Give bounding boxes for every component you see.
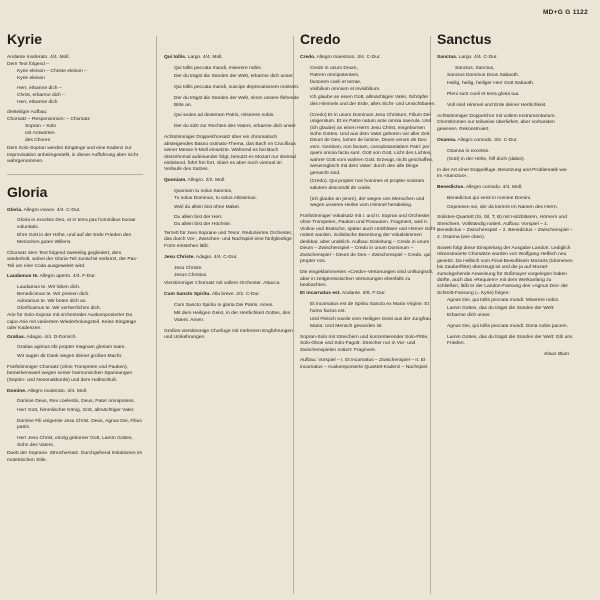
movement-title: Credo. [300,55,316,60]
movement-title: Jesu Christe. [164,254,195,260]
text-paragraph: Kyrie eleison [17,75,45,81]
text-paragraph: Achtstimmiger Doppelchorsatz über ein chromatisch absteigendes Basso ostinato-Thema, das Bach im Crucifixus seiner Messe h-Moll einsetzte. Während es bei Bach dreizehnmal aufeinander folgt, benutzt es Mozart nur dreimal einleitend, führt frei fort, zitiert es aber noch viermal im Verlaufe des Satzes. [164,135,296,173]
text-paragraph: Herr Jesu Christ, einzig geborner Gott, Lamm Gottes, Sohn des Vaters. [17,436,133,448]
text-paragraph: Jesu Christe. [174,265,203,271]
author-signature: Klaus Blum [544,351,569,357]
text-paragraph: Benedictus qui venit in nomine Domini. [447,196,532,202]
movement-title: Gratias. [7,334,26,340]
movement-title: Et incarnatus est. [300,291,341,297]
text-paragraph: Weil du allein bist ohne Makel. [174,204,240,210]
text-paragraph: Tu solus Dominus, tu solus Altissimus. [174,196,257,202]
heading-kyrie: Kyrie [7,31,43,47]
text-paragraph: Sanctus Dominus Deus Sabaoth. [447,72,520,78]
text-paragraph: factorem coeli et terrae, [310,79,362,85]
text-paragraph: Domine Deus, Rex coelestis, Deus, Pater omnipotens. [17,399,135,405]
text-paragraph: Der du trägst die Sünden der Welt, erbarme dich unser. [174,74,294,80]
text-paragraph: Benedictus. Allegro comodo. 4/4. Moll. [437,185,523,191]
text-paragraph: (Credo) Et in unum Dominum Jesu Christum, Filium Dei unigenitum. Et ex Patre natum ante omnia saecula. Und (ich glaube) an einen Herrn Jesu Christ, eingebornen Sohn Gottes. Und aus dem Vater geboren vor aller Zeit. Deum de Deo, lumen de lumine, Deum verum de Deo vero. Genitum, non factum, consubstantialem Patri: per quem omnia facta sunt. Gott von Gott, Licht des Lichtes, wahrer Gott vom wahren Gott. Erzeugt, nicht geschaffen, wesensgleich mit dem Vater: durch den alle Dinge gemacht sind. [310,112,434,176]
text-paragraph: Achtstimmiger Doppelchor mit vollem Instrumentarium. Chorstimmen nur teilweise überliefert, aber vorhanden gewesen. Rekonstruiert. [437,113,556,132]
text-paragraph: Herr Gott, himmlischer König, Gott, allmächtiger Vater. [17,407,135,413]
text-paragraph: Agnus Dei, qui tollis peccata mundi: Miserere nobis. [447,297,560,303]
text-paragraph: Aufbau: Vorspiel – I. Et incarnatus – Zwischenspiel – II. Et incarnatus – Auskomponierte Quartett-Kadenz – Nachspiel. [300,358,429,370]
text-paragraph: Sopran-Solo mit Streichern und konzertierender Solo-Flöte, Solo-Oboe und Solo-Fagott. Streicher nur in Vor- und Zwischenspielen notiert: Fragment. [300,334,429,353]
text-paragraph: Herr, erbarme dich [17,99,58,105]
text-paragraph: Pleni sunt coeli et terra gloria tua. [447,92,520,98]
text-paragraph: Benedicimus te. Wir preisen dich. [17,292,90,298]
text-paragraph: Lamm Gottes, das du trägst die Sünden der Welt: Gib uns Frieden. [447,334,573,347]
text-paragraph: Und Fleisch wurde vom Heiligen Geist aus der Jungfrau Maria: Und Mensch geworden ist. [310,317,431,329]
text-paragraph: Mit dem Heiligen Geist, in der Herrlichkeit Gottes, des Vaters. Amen. [174,311,291,323]
text-paragraph: Et incarnatus est de Spiritu Sancto ex Maria Virgine: Et homo factus est. [310,302,429,314]
text-paragraph: visibilium omnium et invisibilium. [310,86,381,92]
text-paragraph: Arie für Solo-Sopran mit orchestraler Auskomponierter Da capo-Arie mit variiertem Wiederholungsteil. Keine Eingänge oder Kadenzen. [7,313,137,332]
text-paragraph: Du allein bist der Herr. [174,215,223,221]
text-paragraph: Großes vierstimmige Chorfuge mit mehreren Engführungen und Umkehrungen. [164,328,293,340]
text-paragraph: Osanna. Allegro comodo. 3/4. C-Dur. [437,137,518,143]
heading-credo: Credo [300,31,341,47]
text-paragraph: Glorificamus te. Wir verherrlichen dich. [17,306,101,312]
text-paragraph: Sanctus, Sanctus, [455,65,495,71]
text-paragraph: Domine Fili unigenite Jesu Christ. Deus, Agnus Dei, Filius patris. [17,418,142,431]
text-paragraph: Quoniam. Allegro. 2/2. Moll. [164,178,226,184]
text-paragraph: (Ich glaube an jenen), der wegen uns Menschen und wegen unseres Heiles vom Himmel herabstieg. [310,196,425,209]
text-paragraph: Fünfstimmiger Chorsatz (ohne Trompeten und Pauken), bemerkenswert wegen seiner harmonischen Spannungen (Septim- und Nonenakkorde) und dem Halbschluß. [7,364,133,383]
text-paragraph: Sanctus. Largo. 4/4. C-Dur. [437,55,498,60]
section-rule [7,174,143,175]
text-paragraph: Credo in unum Deum, [310,65,358,71]
text-paragraph: Quoniam tu solus Sanctus, [174,189,233,195]
text-paragraph: Dem Text folgend – [7,61,50,67]
text-paragraph: Herr, erbarme dich – [17,85,62,91]
text-paragraph: Chorsatz dem Text folgend zweiteilig gegliedert, dem wiederholt, wobei der Gloria-Teil zunächst verkürzt, der Pax-Teil um eine Coda ausgeweitet wird. [7,250,138,269]
text-paragraph: Osanna in excelsis. [447,148,490,154]
heading-gloria: Gloria [7,183,48,200]
text-paragraph: Qui tollis peccata mundi, miserere nobis. [174,65,263,71]
text-paragraph: Laudamus te. Allegro aperto. 4/4. F-Dur. [7,274,96,280]
text-paragraph: Gloria. Allegro vivace. 4/4. C-Dur. [7,207,81,213]
text-paragraph: Gratias agimus tibi propter magnam gloriam tuam. [17,345,126,351]
text-paragraph: Heilig, heilig, heiliger Herr Gott Sabaoth. [447,81,535,87]
gloria-cont-text [164,55,300,341]
sanctus-text [437,55,573,347]
text-paragraph: Ehre Gott in der Höhe, und auf der Erde Frieden den Menschen guten Willens. [17,233,132,245]
column-sanctus [437,10,573,358]
text-paragraph: Qui tollis. Largo. 4/4. Moll. [164,55,223,60]
text-paragraph: Cum Sancto Spiritu in gloria Dei Patris. Amen. [174,302,274,308]
text-paragraph: dreiteiliger Aufbau: [7,109,48,115]
text-paragraph: Der du trägst die Sünden der Welt, nimm unsere flehende Bitte an. [174,96,299,108]
column-gloria-cont [164,10,300,346]
text-paragraph: Dem Solo-Sopran werden Eingänge und eine Kadenz zur Improvisation anheimgestellt, in dieser Aufführung aber nicht wahrgenommen. [7,146,138,165]
kyrie-text [7,55,143,166]
text-paragraph: Gloria in excelsis Deo, et in terra pax hominibus bonae voluntatis. [17,218,136,230]
text-paragraph: Ich glaube an einen Gott, allmächtigen Vater, Schöpfer des Himmels und der Erde, alles Sicht- und Unsichtbaren. [310,95,436,107]
gloria-text [7,208,143,464]
text-paragraph: Wir sagen dir Dank wegen deiner großen Macht. [17,353,123,359]
text-paragraph: Lamm Gottes, das du trägst die Sünden der Welt: Erbarme dich unser. [447,306,555,318]
column-kyrie-gloria [7,10,143,468]
text-paragraph: Agnus Dei, qui tollis peccata mundi: Dona nobis pacem. [447,323,568,329]
movement-title: Gloria. [7,207,23,213]
text-paragraph: In der Art einer Doppelfuge. Besetzung und Problematik wie im »Sanctus«. [437,167,567,180]
heading-sanctus: Sanctus [437,31,492,47]
movement-title: Cum Sancto Spiritu. [164,291,211,297]
column-credo [300,10,436,372]
text-paragraph: Die eingeklammerten »Credo«-Vertonungen sind unliturgisch, aber in zeitgenössischen Vertonungen ebenfalls zu beobachten. [300,270,434,288]
text-paragraph: Laudamus te. Wir loben dich. [17,285,81,291]
text-paragraph: Credo. Allegro maestoso. 3/4. C-Dur. [300,55,381,60]
text-paragraph: Voll sind Himmel und Erde deiner Herrlichkeit. [447,103,547,109]
text-paragraph: Andante moderato. 4/4. Moll. [7,55,70,60]
text-paragraph: mit Antworten [25,130,55,136]
movement-title: Sanctus. [437,55,458,60]
movement-title: Quoniam. [164,178,187,184]
text-paragraph: Gratias. Adagio. 4/4. D-Dorisch. [7,334,77,340]
text-paragraph: Fünfstimmiger Vokalsatz mit I. und II. Sopran und Orchester ohne Trompeten, Pauken und Posaunen. Fragment, weil II. Violine und Bratsche, später auch Holzbläser und Hörner nicht notiert wurden. Solistische Besetzung der Vokalstimmen denkbar, aber unüblich. Aufbau: Einleitung – Credo in unum Deum – Zwischenspiel – Credo in unum Dominum – Zwischenspiel – Deum de Deo – Zwischenspiel – Credo, qui propter nos. [300,213,436,265]
text-paragraph: Duett der Soprane. Streichersatz. Durchgehend Imitationen im motettischen Stile. [7,451,143,463]
text-paragraph: Vierstimmiger Chorsatz mit vollem Orchester. Attacca. [164,280,281,286]
text-paragraph: Domine. Allegro moderato. 3/4. Moll. [7,388,88,394]
text-paragraph: Patrem omnipotentem, [310,72,360,78]
text-paragraph: Qui sedes ad dexteram Patris, miserere nobis. [174,113,275,119]
text-paragraph: Terzett für zwei Soprane und Tenor. Reduziertes Orchester, das durch Vor-, Zwischen- und Nachspiel eine fünfgliedrige Form entstehen läßt. [164,230,293,249]
movement-title: Laudamus te. [7,274,39,280]
movement-title: Domine. [7,388,27,394]
text-paragraph: Adoramus te. Wir beten dich an. [17,299,87,305]
text-paragraph: Sopran – Solo [25,123,56,129]
text-paragraph: Soweit folgt diese Einspielung der Ausgabe Landon. Lediglich rekonstruierte Chorsätze wurden von Wolfgang Helbich neu gesetzt. Da Helbich vom Final-Bewußtsein Mozarts (Idomeneo bis Zauberflöte) überzeugt ist und die ja auf Mozart zurückgehende Anweisung für Süßmayer vorgelegen haben dürfte, auch das »Requiem« mit dem Werkanfang zu schließen, läßt er der Landon-Fassung des »Agnus Dei« der Schmitt-Fassung (= Kyrie) folgen: [437,245,573,296]
text-paragraph: Christ, erbarme dich – [17,92,66,98]
text-paragraph: Solisten-Quartett (Si, Sil, T, B) mit Holzbläsern, Hörnern und Streichern. Vollständig notiert. Aufbau: Vorspiel – 1. Benedictus – Zwischenspiel – 2. Benedictus – Zwischenspiel – 2. Osanna (wie oben). [437,215,573,240]
movement-title: Benedictus. [437,185,465,191]
text-paragraph: Du allein bist der Höchste. [174,222,232,228]
text-paragraph: Kyrie eleison – Christe eleison – [17,68,87,74]
movement-title: Osanna. [437,137,457,143]
text-paragraph: Gepriesen sei, der da kommt Im Namen des Herrn. [447,204,558,210]
text-paragraph: Qui tollis peccata mundi, suscipe deprecationem nostram. [174,85,300,91]
text-paragraph: Jesu Christe. Adagio. 4/4. C-Dur. [164,254,238,260]
text-paragraph: Jesus Christus. [174,272,208,278]
text-paragraph: Et incarnatus est. Andante. 6/8. F-Dur. [300,291,386,297]
column-divider [156,36,157,594]
text-paragraph: Der du sitzt zur Rechten des Vaters, erbarme dich unser. [174,124,297,130]
movement-title: Qui tollis. [164,55,187,60]
credo-text [300,55,436,371]
text-paragraph: (Gott) in der Höhe, hilf doch (dabei). [447,157,526,162]
text-paragraph: Chorsatz – Responsorium: – Chorsatz [7,116,90,122]
text-paragraph: Cum Sancto Spiritu. Alla breve. 2/2. C-Dur. [164,291,260,297]
catalog-number: MD+G G 1122 [542,9,588,16]
text-paragraph: (Credo). Qui propter nos homines et propter nostram salutem descendit de coelis. [310,179,425,191]
text-paragraph: des Chores [25,137,51,143]
